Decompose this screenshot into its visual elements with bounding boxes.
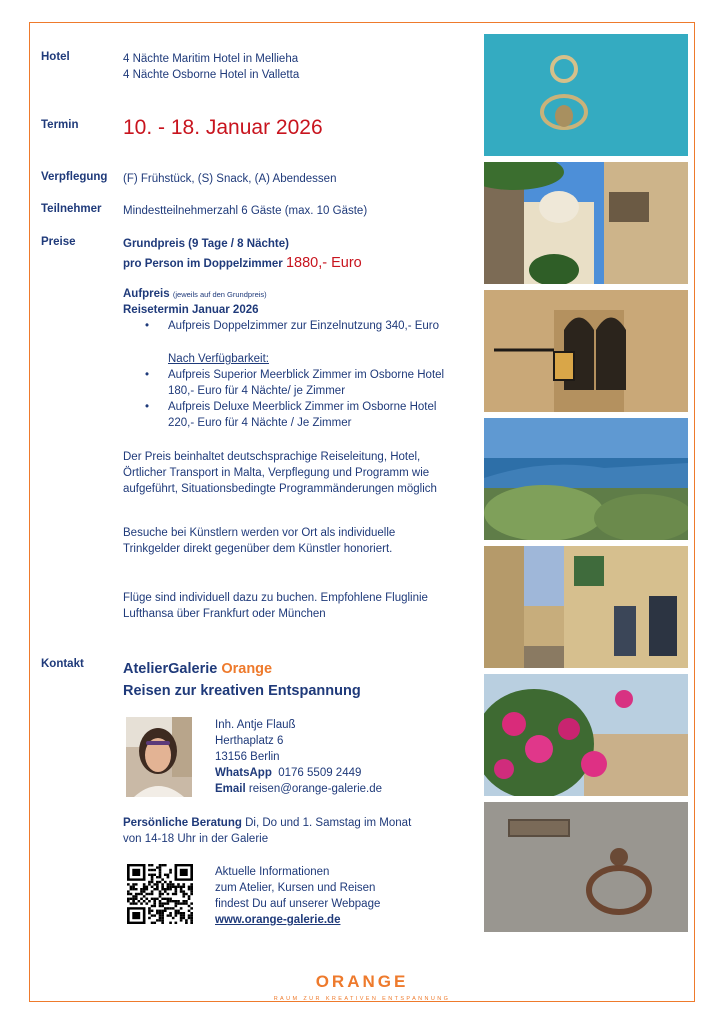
included-line-2: Örtlicher Transport in Malta, Verpflegung und Programm wie — [123, 467, 430, 479]
hotel-label: Hotel — [41, 51, 70, 63]
qr-code[interactable] — [127, 864, 193, 924]
surcharge-list-2 — [123, 367, 444, 431]
termin-label: Termin — [41, 119, 79, 131]
photo-bougainvillea — [484, 674, 688, 796]
termin-date: 10. - 18. Januar 2026 — [123, 116, 323, 139]
verpflegung-label: Verpflegung — [41, 171, 108, 183]
flights-line-2: Lufthansa über Frankfurt oder München — [123, 608, 326, 620]
email-label: Email — [215, 783, 246, 795]
aufpreis-label: Aufpreis — [123, 288, 170, 300]
footer-subtitle: RAUM ZUR KREATIVEN ENTSPANNUNG — [273, 996, 451, 1002]
web-info-line-1: Aktuelle Informationen — [215, 866, 330, 878]
kontakt-label: Kontakt — [41, 658, 84, 670]
surcharge-superior — [123, 367, 444, 399]
artist-visits-line-2: Trinkgelder direkt gegenüber dem Künstler honoriert. — [123, 543, 393, 555]
company-tagline: Reisen zur kreativen Entspannung — [123, 683, 361, 699]
aufpreis-note: (jeweils auf den Grundpreis) — [172, 290, 267, 299]
preise-label: Preise — [41, 236, 76, 248]
consultation-label: Persönliche Beratung — [123, 817, 242, 829]
photo-door-knocker — [484, 34, 688, 156]
photo-church-street — [484, 162, 688, 284]
included-services — [123, 449, 437, 497]
web-info-line-3: findest Du auf unserer Webpage — [215, 898, 381, 910]
availability-heading: Nach Verfügbarkeit: — [168, 353, 270, 365]
price-line — [123, 254, 362, 273]
whatsapp-number[interactable]: 0176 5509 2449 — [278, 767, 362, 779]
aufpreis-heading — [123, 286, 267, 303]
hotel-line-2: 4 Nächte Osborne Hotel in Valletta — [123, 69, 300, 81]
consultation-days: Di, Do und 1. Samstag im Monat — [245, 817, 412, 829]
artist-visits-line-1: Besuche bei Künstlern werden vor Ort als individuelle — [123, 527, 396, 539]
surcharge-single-room: • Aufpreis Doppelzimmer zur Einzelnutzung 340,- Euro — [123, 318, 439, 334]
artist-visits — [123, 525, 395, 557]
website-link[interactable]: www.orange-galerie.de — [215, 914, 341, 926]
reisetermin: Reisetermin Januar 2026 — [123, 304, 259, 316]
surcharge-deluxe-line-1: • Aufpreis Deluxe Meerblick Zimmer im Osborne Hotel — [168, 401, 437, 413]
consultation-hours — [123, 815, 411, 847]
whatsapp-line — [215, 765, 382, 781]
teilnehmer-label: Teilnehmer — [41, 203, 102, 215]
flights-info — [123, 590, 428, 622]
photo-lantern-window — [484, 290, 688, 412]
included-line-1: Der Preis beinhaltet deutschsprachige Reiseleitung, Hotel, — [123, 451, 421, 463]
surcharge-list — [123, 318, 439, 334]
address-street: Herthaplatz 6 — [215, 735, 284, 747]
consultation-time: von 14-18 Uhr in der Galerie — [123, 833, 269, 845]
photo-sea-view — [484, 418, 688, 540]
portrait-photo — [126, 717, 192, 797]
contact-details — [215, 717, 382, 797]
flights-line-1: Flüge sind individuell dazu zu buchen. Empfohlene Fluglinie — [123, 592, 428, 604]
company-name-main: AtelierGalerie — [123, 661, 222, 677]
web-info-line-2: zum Atelier, Kursen und Reisen — [215, 882, 376, 894]
owner-name: Inh. Antje Flauß — [215, 719, 296, 731]
price-value: 1880,- Euro — [285, 255, 362, 271]
email-line — [215, 781, 382, 797]
verpflegung-value: (F) Frühstück, (S) Snack, (A) Abendessen — [123, 173, 337, 185]
hotel-line-1: 4 Nächte Maritim Hotel in Mellieha — [123, 53, 299, 65]
consultation-line-1 — [123, 815, 411, 831]
surcharge-superior-line-1: • Aufpreis Superior Meerblick Zimmer im Osborne Hotel — [168, 369, 445, 381]
surcharge-deluxe-line-2: 220,- Euro für 4 Nächte / Je Zimmer — [168, 417, 352, 429]
company-name — [123, 659, 272, 679]
email-address[interactable]: reisen@orange-galerie.de — [248, 783, 383, 795]
hotel-details — [123, 51, 299, 83]
photo-rusty-knocker — [484, 802, 688, 932]
price-per-person: pro Person im Doppelzimmer — [123, 258, 283, 270]
web-info — [215, 864, 380, 928]
grundpreis: Grundpreis (9 Tage / 8 Nächte) — [123, 238, 289, 250]
address-city: 13156 Berlin — [215, 751, 280, 763]
teilnehmer-value: Mindestteilnehmerzahl 6 Gäste (max. 10 Gäste) — [123, 205, 368, 217]
included-line-3: aufgeführt, Situationsbedingte Programmänderungen möglich — [123, 483, 437, 495]
whatsapp-label: WhatsApp — [215, 767, 272, 779]
surcharge-superior-line-2: 180,- Euro für 4 Nächte/ je Zimmer — [168, 385, 346, 397]
surcharge-deluxe — [123, 399, 444, 431]
company-name-orange: Orange — [221, 661, 273, 677]
photo-valletta-street — [484, 546, 688, 668]
footer-logo: ORANGE — [315, 972, 409, 991]
